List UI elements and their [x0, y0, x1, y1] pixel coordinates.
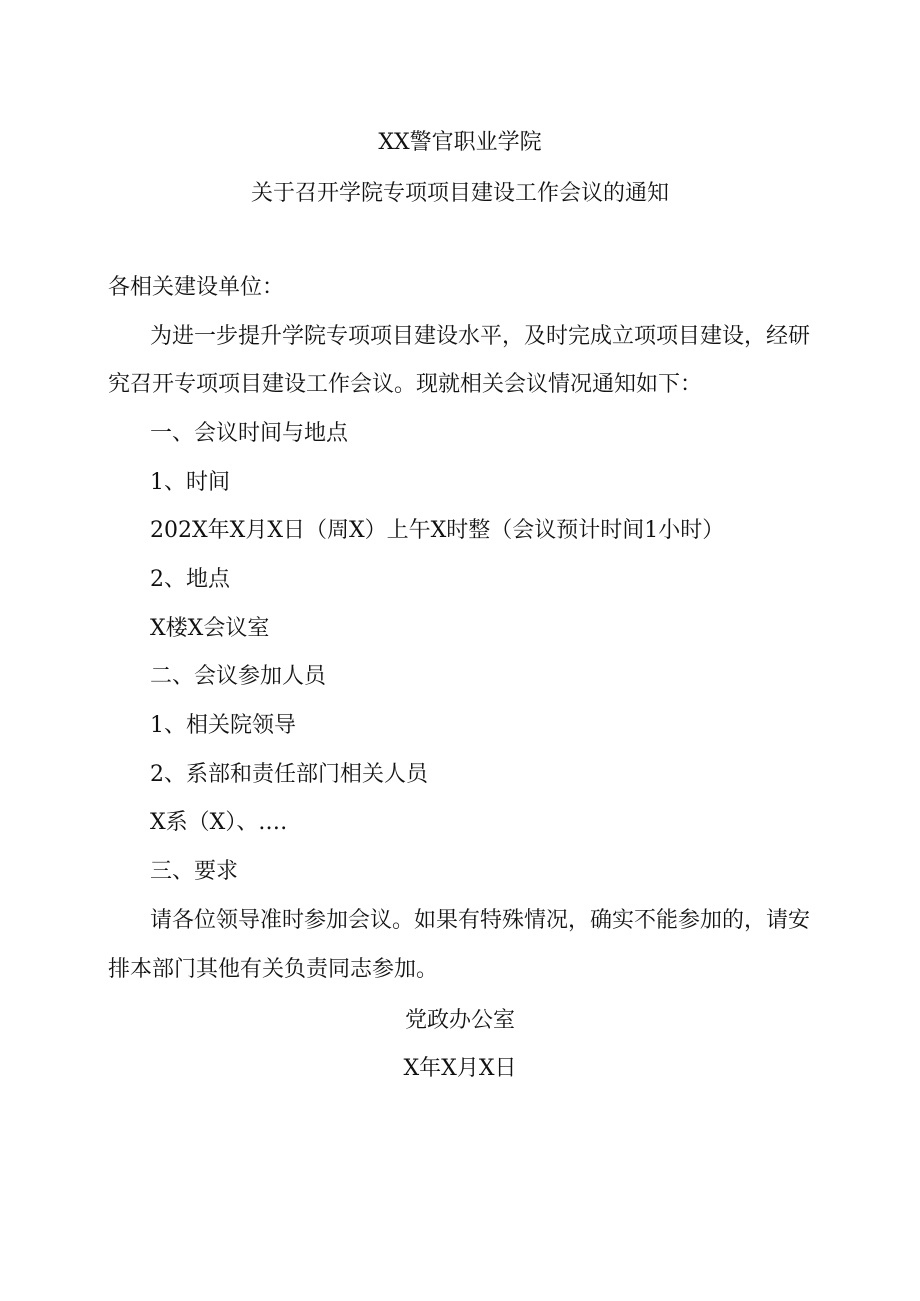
section-2-department-detail: X系（X）、.… — [150, 810, 288, 835]
document-title-line-2: 关于召开学院专项项目建设工作会议的通知 — [250, 181, 669, 206]
section-1-heading: 一、会议时间与地点 — [150, 421, 349, 446]
section-1-item-time: 1、时间 — [150, 470, 230, 495]
intro-paragraph-line-1: 为进一步提升学院专项项目建设水平，及时完成立项项目建设，经研 — [150, 324, 810, 349]
requirement-paragraph-line-1: 请各位领导准时参加会议。如果有特殊情况，确实不能参加的，请安 — [150, 908, 810, 933]
section-2-item-departments: 2、系部和责任部门相关人员 — [150, 762, 428, 787]
requirement-paragraph-line-2: 排本部门其他有关负责同志参加。 — [108, 957, 439, 982]
signature: 党政办公室 — [404, 1008, 515, 1033]
section-1-place-detail: X楼X会议室 — [150, 616, 270, 641]
section-2-heading: 二、会议参加人员 — [150, 664, 327, 689]
document-title-line-1: XX警官职业学院 — [378, 130, 542, 155]
intro-paragraph-line-2: 究召开专项项目建设工作会议。现就相关会议情况通知如下： — [108, 372, 703, 397]
section-1-item-place: 2、地点 — [150, 567, 230, 592]
document-date: X年X月X日 — [403, 1056, 517, 1081]
section-3-heading: 三、要求 — [150, 859, 239, 884]
salutation: 各相关建设单位： — [108, 275, 285, 300]
section-2-item-leaders: 1、相关院领导 — [150, 713, 296, 738]
section-1-time-detail: 202X年X月X日（周X）上午X时整（会议预计时间1小时） — [150, 518, 725, 543]
